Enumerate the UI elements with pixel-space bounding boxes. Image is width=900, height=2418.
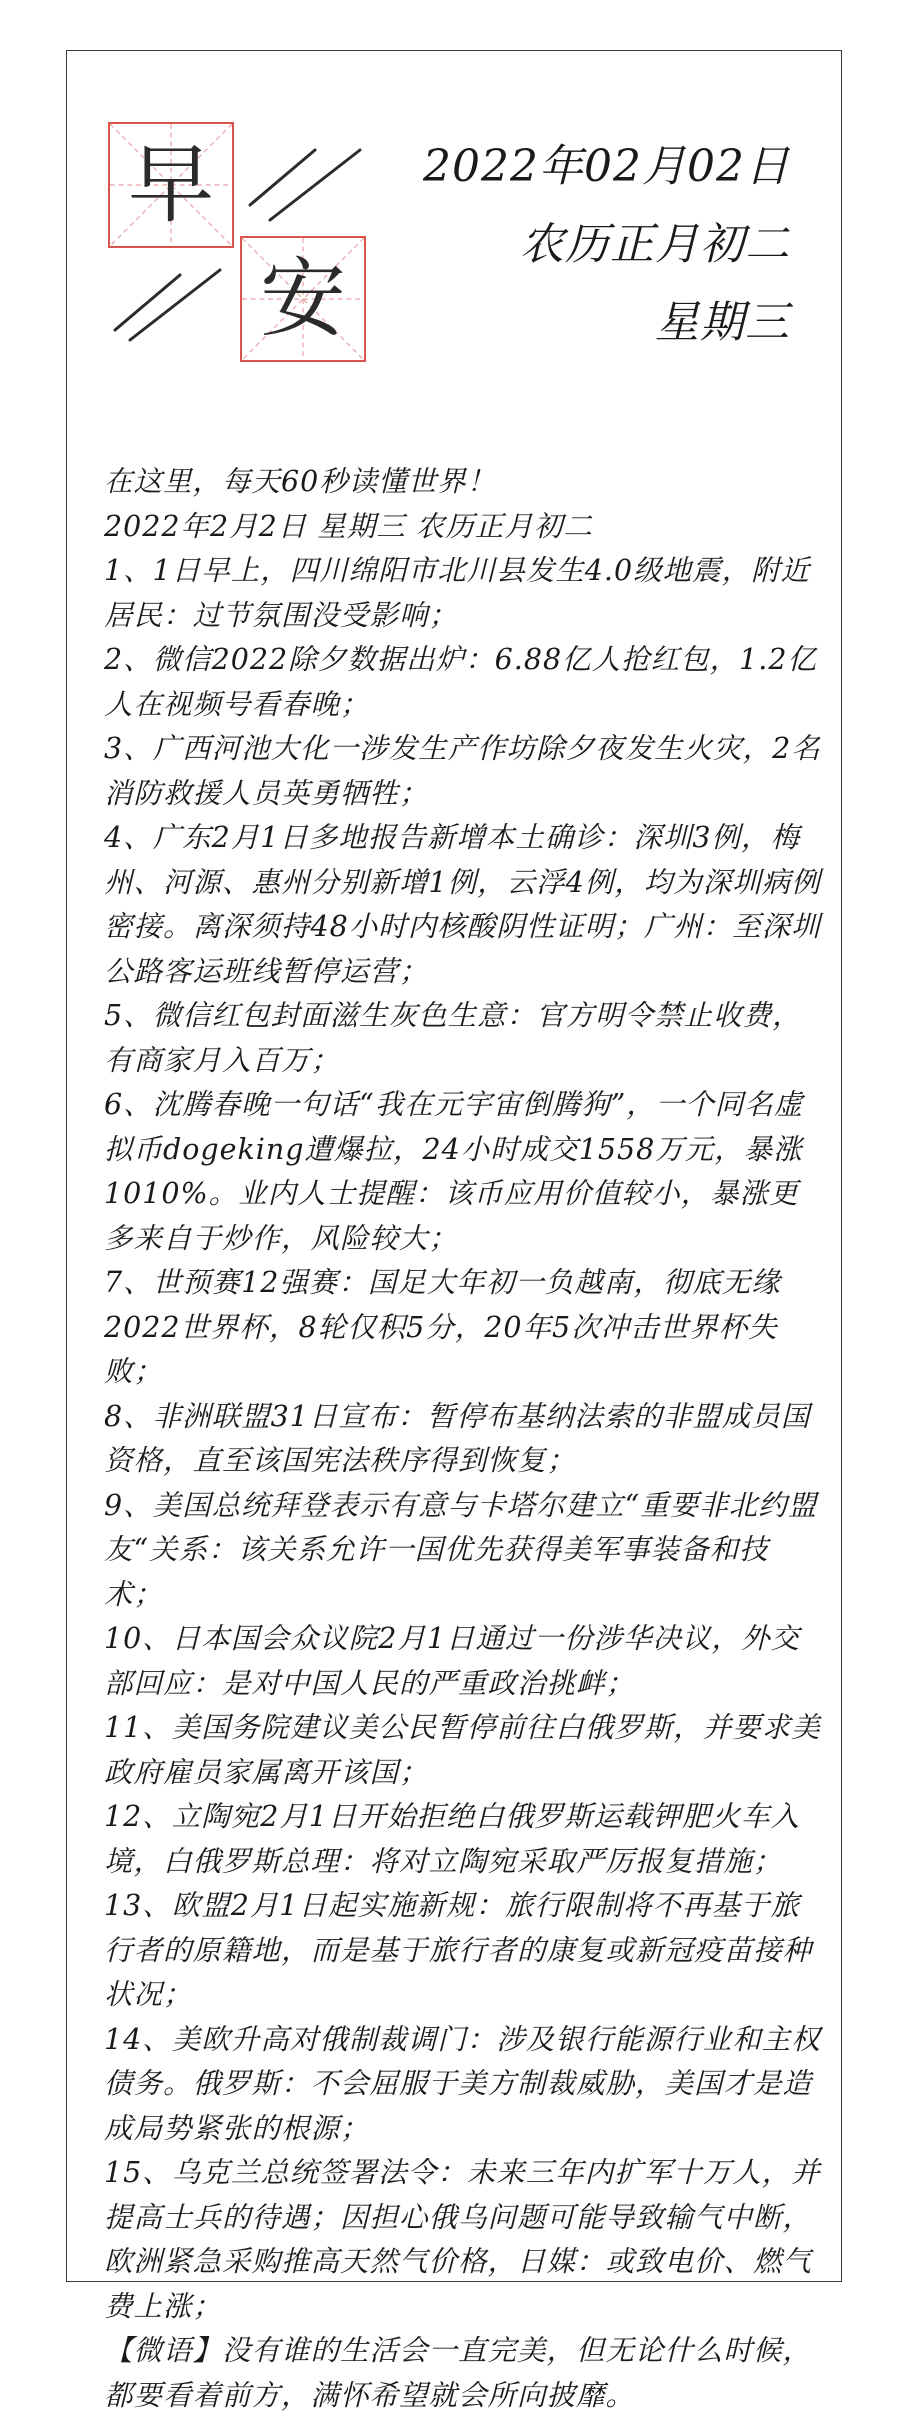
- news-item-2: 2、微信2022除夕数据出炉：6.88亿人抢红包，1.2亿人在视频号看春晚；: [104, 643, 817, 721]
- date-block: [423, 128, 790, 362]
- news-item-3: 3、广西河池大化一涉发生产作坊除夕夜发生火灾，2名消防救援人员英勇牺牲；: [104, 732, 821, 810]
- news-item-14: 14、美欧升高对俄制裁调门：涉及银行能源行业和主权债务。俄罗斯：不会屈服于美方制裁威胁，美国才是造成局势紧张的根源；: [104, 2022, 821, 2145]
- news-item-12: 12、立陶宛2月1日开始拒绝白俄罗斯运载钾肥火车入境，白俄罗斯总理：将对立陶宛采取严厉报复措施；: [104, 1800, 801, 1878]
- news-item-13: 13、欧盟2月1日起实施新规：旅行限制将不再基于旅行者的原籍地，而是基于旅行者的康复或新冠疫苗接种状况；: [104, 1889, 813, 2011]
- lunar-date: 农历正月初二: [520, 219, 790, 270]
- motto-line: 【微语】没有谁的生活会一直完美，但无论什么时候，都要看着前方，满怀希望就会所向披靡。: [104, 2334, 813, 2412]
- news-item-10: 10、日本国会众议院2月1日通过一份涉华决议，外交部回应：是对中国人民的严重政治挑衅；: [104, 1622, 801, 1700]
- news-content: [104, 460, 824, 2418]
- news-item-5: 5、微信红包封面滋生灰色生意：官方明令禁止收费，有商家月入百万；: [104, 999, 802, 1077]
- weekday: 星期三: [655, 297, 790, 348]
- gregorian-date: 2022年02月02日: [423, 141, 790, 192]
- news-item-9: 9、美国总统拜登表示有意与卡塔尔建立“重要非北约盟友“关系：该关系允许一国优先获得美军事装备和技术；: [104, 1488, 818, 1611]
- news-item-15: 15、乌克兰总统签署法令：未来三年内扩军十万人，并提高士兵的待遇；因担心俄乌问题可能导致输气中断，欧洲紧急采购推高天然气价格，日媒：或致电价、燃气费上涨；: [104, 2156, 821, 2323]
- greeting-char-an: 安: [260, 249, 346, 349]
- intro-line: 在这里，每天60秒读懂世界！: [104, 465, 497, 498]
- news-item-11: 11、美国务院建议美公民暂停前往白俄罗斯，并要求美政府雇员家属离开该国；: [104, 1711, 821, 1789]
- decorative-slashes: [110, 145, 370, 345]
- date-subhead: 2022年2月2日 星期三 农历正月初二: [104, 509, 593, 543]
- greeting-char-zao: 早: [128, 135, 214, 235]
- news-item-1: 1、1日早上，四川绵阳市北川县发生4.0级地震，附近居民：过节氛围没受影响；: [104, 554, 811, 632]
- news-item-8: 8、非洲联盟31日宣布：暂停布基纳法索的非盟成员国资格，直至该国宪法秩序得到恢复；: [104, 1399, 811, 1477]
- news-item-7: 7、世预赛12强赛：国足大年初一负越南，彻底无缘2022世界杯，8轮仅积5分，20年5次冲击世界杯失败；: [104, 1266, 781, 1388]
- news-item-4: 4、广东2月1日多地报告新增本土确诊：深圳3例，梅州、河源、惠州分别新增1例，云浮4例，均为深圳病例密接。离深须持48小时内核酸阴性证明；广州：至深圳公路客运班线暂停运营；: [104, 821, 821, 988]
- news-item-6: 6、沈腾春晚一句话“我在元宇宙倒腾狗”，一个同名虚拟币dogeking遭爆拉，24小时成交1558万元，暴涨1010%。业内人士提醒：该币应用价值较小，暴涨更多来自于炒作，风险较大；: [104, 1088, 804, 1255]
